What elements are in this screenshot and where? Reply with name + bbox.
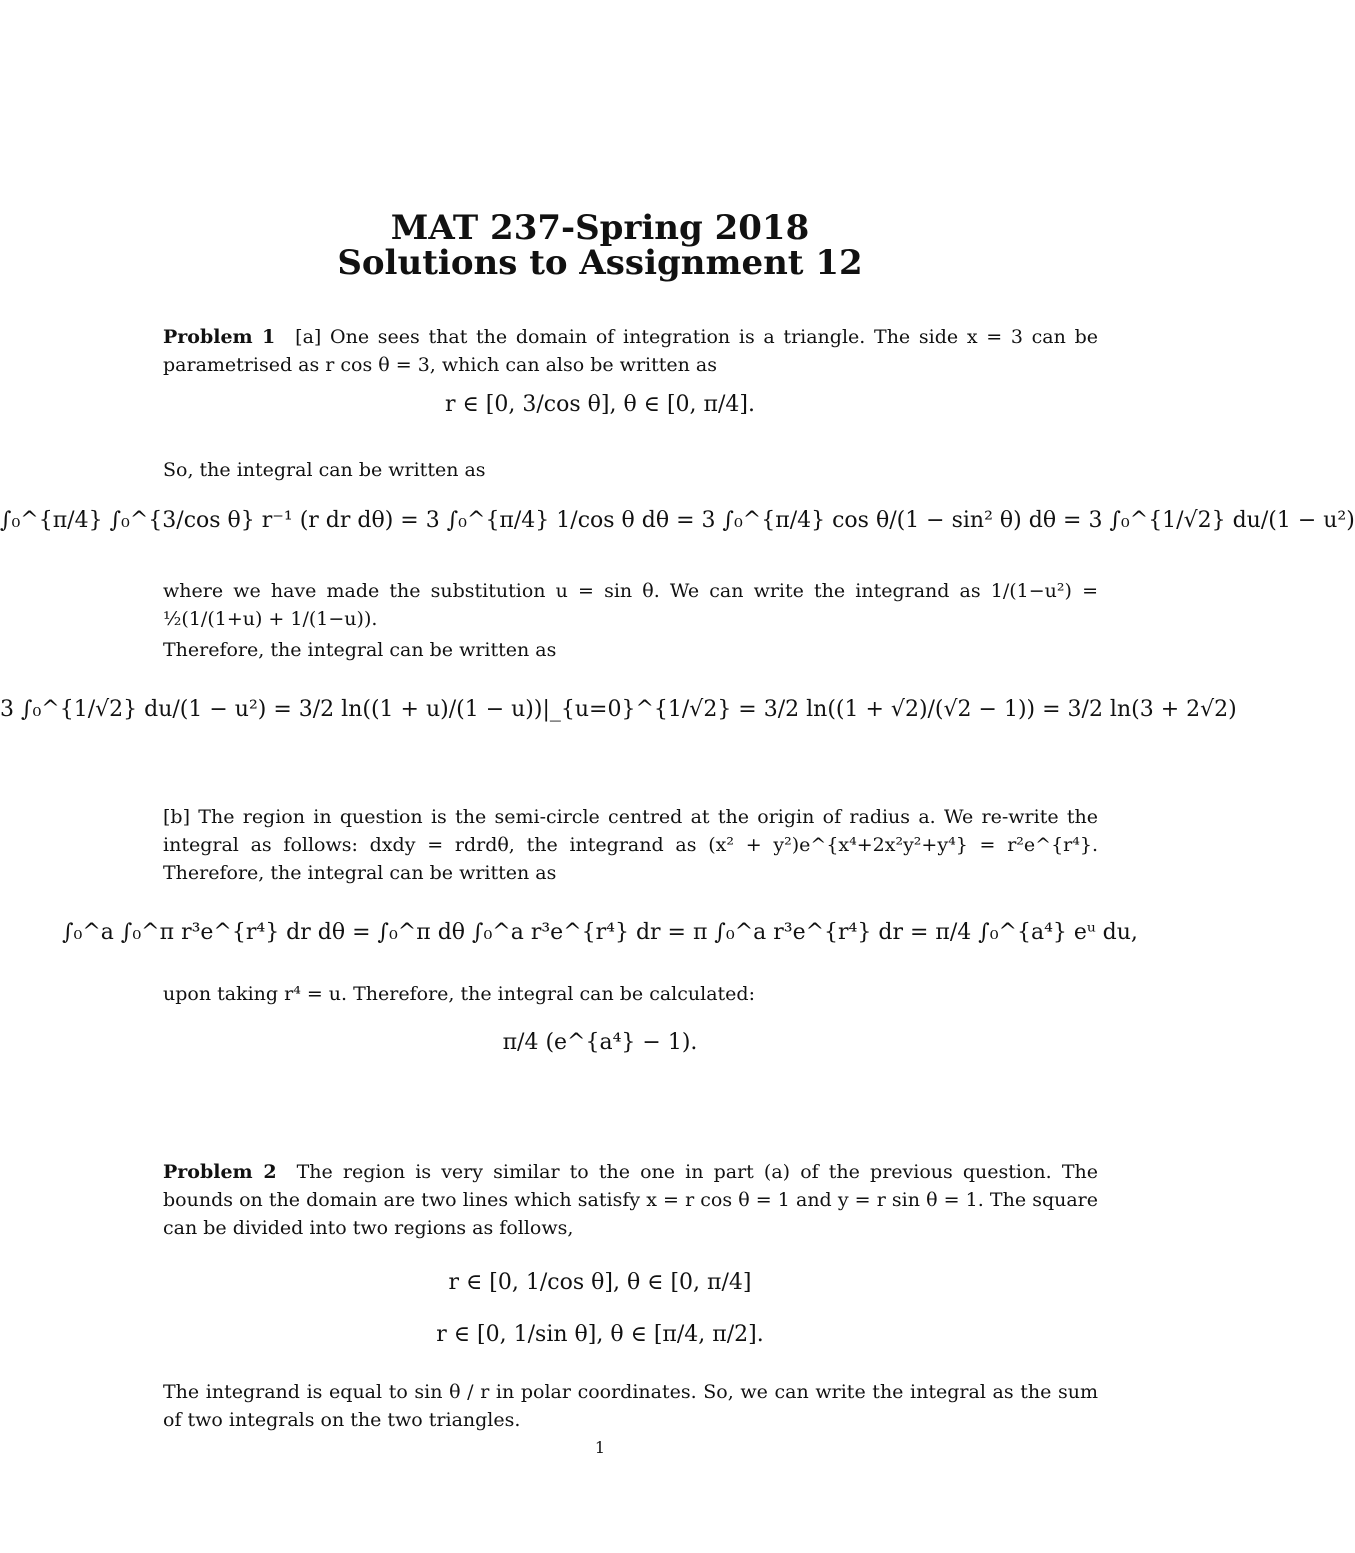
problem1-bounds: r ∈ [0, 3/cos θ], θ ∈ [0, π/4].: [445, 392, 755, 417]
problem2-region-1: r ∈ [0, 1/cos θ], θ ∈ [0, π/4]: [448, 1270, 752, 1295]
problem1-intro-text: [a] One sees that the domain of integration is a triangle. The side x = 3 can be parametrised as r cos θ = 3, which can also be written as: [163, 326, 1098, 376]
problem2-intro: [163, 1158, 1098, 1242]
problem1-label: Problem 1: [163, 326, 276, 348]
problem1-integral-2: 3 ∫₀^{1/√2} du/(1 − u²) = 3/2 ln((1 + u)/(1 − u))|_{u=0}^{1/√2} = 3/2 ln((1 + √2)/(√2 − 1)) = 3/2 ln(3 + 2√2): [0, 697, 1237, 722]
problem2-intro-text: The region is very similar to the one in part (a) of the previous question. The bounds on the domain are two lines which satisfy x = r cos θ = 1 and y = r sin θ = 1. The square can be divided into two regions as follows,: [163, 1161, 1098, 1239]
problem1-result: π/4 (e^{a⁴} − 1).: [502, 1030, 698, 1055]
problem1-substitution-text: where we have made the substitution u = sin θ. We can write the integrand as 1/(1−u²) = ½(1/(1+u) + 1/(1−u)).: [163, 580, 1098, 630]
page-number: 1: [594, 1438, 606, 1457]
problem1-therefore-text: Therefore, the integral can be written as: [163, 639, 557, 661]
problem1-intro: [163, 323, 1098, 379]
title-assignment: Solutions to Assignment 12: [337, 243, 863, 283]
problem2-integrand-text: The integrand is equal to sin θ / r in polar coordinates. So, we can write the integral as the sum of two integrals on the two triangles.: [163, 1381, 1098, 1431]
problem1-integral-1: ∫₀^{π/4} ∫₀^{3/cos θ} r⁻¹ (r dr dθ) = 3 ∫₀^{π/4} 1/cos θ dθ = 3 ∫₀^{π/4} cos θ/(1 − sin² θ) dθ = 3 ∫₀^{1/√2} du/(1 − u²): [0, 508, 1355, 533]
title-course: MAT 237-Spring 2018: [390, 208, 810, 248]
problem1-integral-3: ∫₀^a ∫₀^π r³e^{r⁴} dr dθ = ∫₀^π dθ ∫₀^a r³e^{r⁴} dr = π ∫₀^a r³e^{r⁴} dr = π/4 ∫₀^{a⁴} eᵘ du,: [62, 920, 1138, 945]
problem2-region-2: r ∈ [0, 1/sin θ], θ ∈ [π/4, π/2].: [436, 1322, 764, 1347]
problem1-upon-text: upon taking r⁴ = u. Therefore, the integral can be calculated:: [163, 983, 755, 1005]
problem2-label: Problem 2: [163, 1161, 277, 1183]
problem1-so-text: So, the integral can be written as: [163, 459, 486, 481]
problem1-part-b-text: [b] The region in question is the semi-circle centred at the origin of radius a. We re-write the integral as follows: dxdy = rdrdθ, the integrand as (x² + y²)e^{x⁴+2x²y²+y⁴} = r²e^{r⁴}. Therefore, the integral can be written as: [163, 806, 1098, 884]
